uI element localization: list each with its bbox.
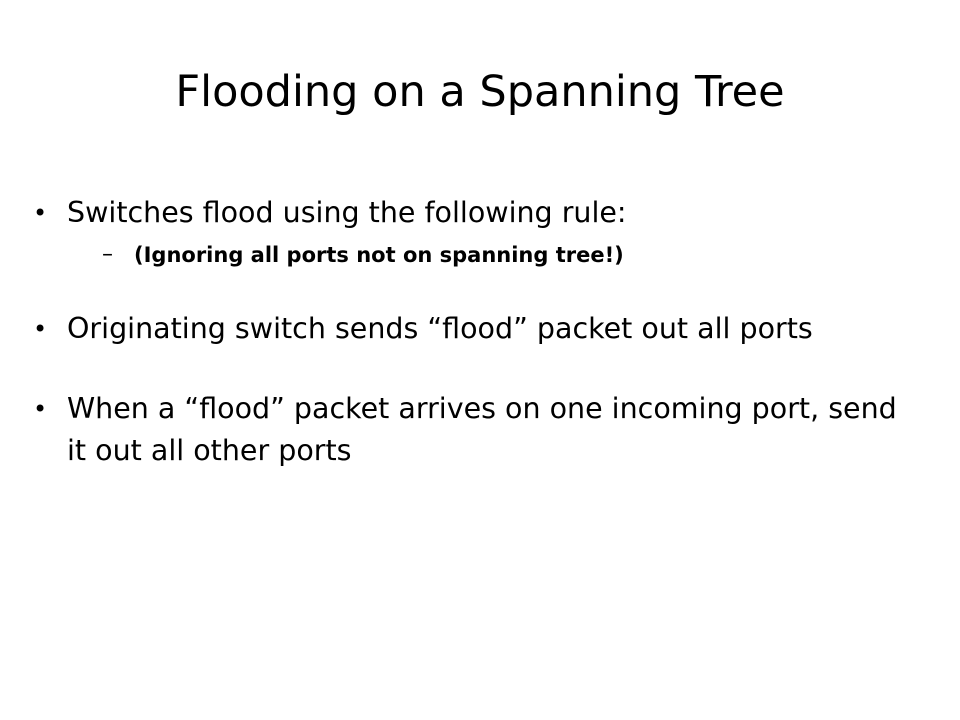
bullet-item — [30, 308, 910, 350]
sub-bullet-text: (Ignoring all ports not on spanning tree!) — [134, 243, 624, 267]
bullet-text: When a “flood” packet arrives on one incoming port, send it out all other ports — [67, 392, 897, 467]
sub-bullet-item — [30, 238, 910, 272]
bullet-icon: • — [33, 395, 48, 423]
bullet-icon: • — [33, 199, 48, 227]
bullet-icon: • — [33, 315, 48, 343]
bullet-list — [30, 192, 910, 472]
bullet-item — [30, 388, 910, 472]
dash-icon: – — [102, 242, 113, 267]
bullet-text: Originating switch sends “flood” packet out all ports — [67, 312, 813, 345]
slide-title: Flooding on a Spanning Tree — [175, 67, 785, 117]
bullet-item — [30, 192, 910, 234]
bullet-text: Switches flood using the following rule: — [67, 196, 627, 229]
